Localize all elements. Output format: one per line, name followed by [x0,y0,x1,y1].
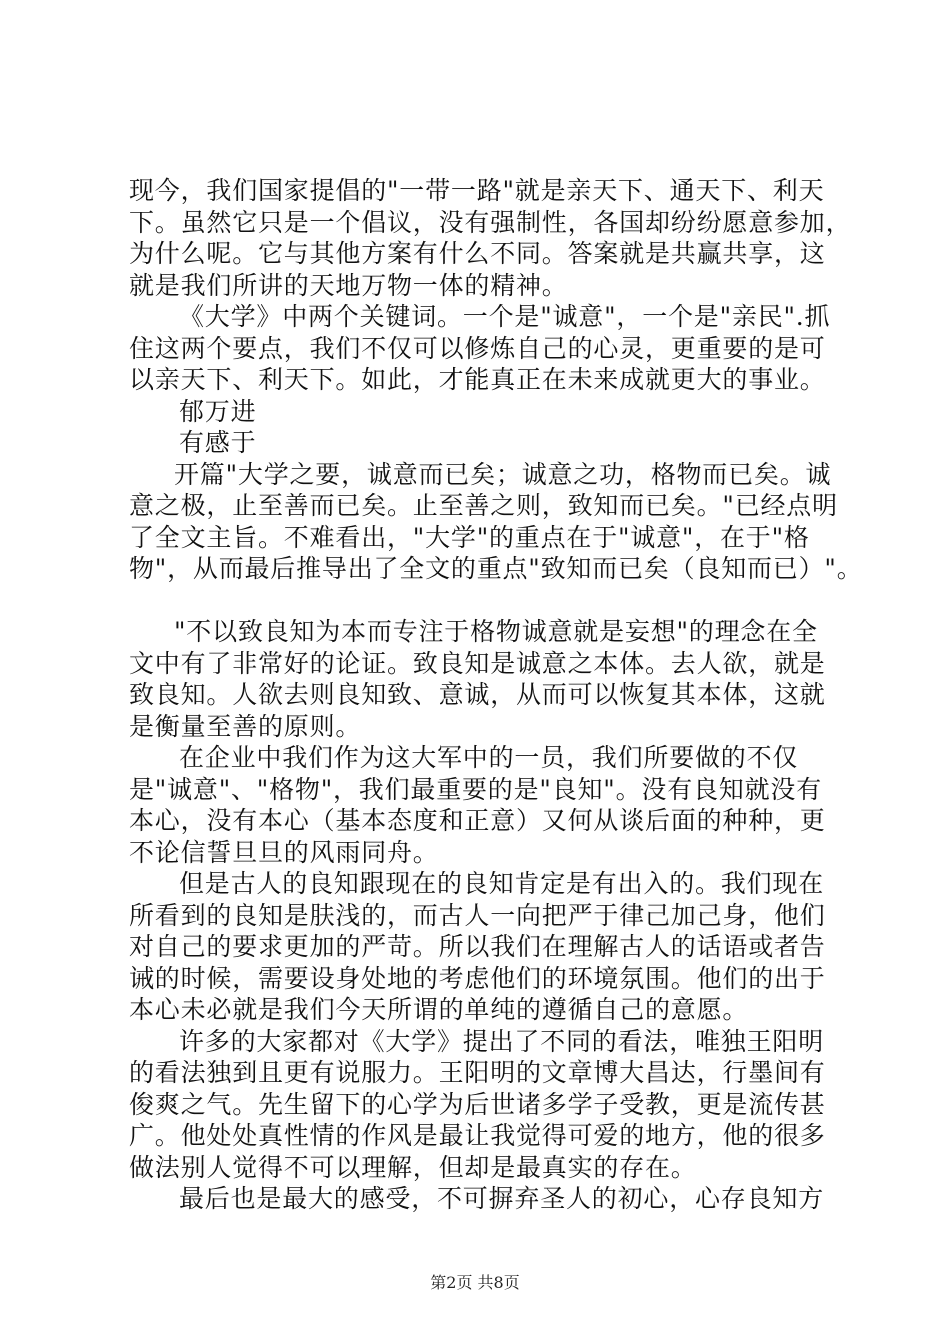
text-line: 许多的大家都对《大学》提出了不同的看法，唯独王阳明 [179,1026,825,1056]
text-line: 本心，没有本心（基本态度和正意）又何从谈后面的种种，更 [129,806,826,835]
text-line: 以亲天下、利天下。如此，才能真正在未来成就更大的事业。 [129,365,826,394]
text-line: 广。他处处真性情的作风是最让我觉得可爱的地方，他的很多 [129,1121,826,1150]
text-line: 但是古人的良知跟现在的良知肯定是有出入的。我们现在 [179,869,825,898]
text-line: 不论信誓旦旦的风雨同舟。 [129,837,439,867]
text-line: 的看法独到且更有说服力。王阳明的文章博大昌达，行墨间有 [129,1058,826,1087]
text-line: 下。虽然它只是一个倡议，没有强制性，各国却纷纷愿意参加， [129,207,852,237]
text-line: 住这两个要点，我们不仅可以修炼自己的心灵，更重要的是可 [129,333,826,363]
text-line: "不以致良知为本而专注于格物诚意就是妄想"的理念在全 [174,617,818,646]
text-line: 最后也是最大的感受，不可摒弃圣人的初心，心存良知方 [179,1184,825,1213]
text-line: 做法别人觉得不可以理解，但却是最真实的存在。 [129,1152,697,1182]
paragraph-gap [129,585,829,617]
text-line: 为什么呢。它与其他方案有什么不同。答案就是共赢共享，这 [129,239,826,268]
section-title: 有感于 [179,428,257,457]
text-line: 是衡量至善的原则。 [129,711,362,741]
text-line: 现今，我们国家提倡的"一带一路"就是亲天下、通天下、利天 [129,176,825,205]
text-line: 文中有了非常好的论证。致良知是诚意之本体。去人欲，就是 [129,648,826,678]
text-line: 了全文主旨。不难看出，"大学"的重点在于"诚意"，在于"格 [129,522,810,552]
text-line: 致良知。人欲去则良知致、意诚，从而可以恢复其本体，这就 [129,680,826,709]
page-number-footer: 第2页 共8页 [430,1273,520,1292]
text-line: 在企业中我们作为这大军中的一员，我们所要做的不仅 [179,743,799,772]
text-line: 《大学》中两个关键词。一个是"诚意"，一个是"亲民".抓 [179,302,831,331]
text-line: 是"诚意"、"格物"，我们最重要的是"良知"。没有良知就没有 [129,774,822,804]
text-line: 诫的时候，需要设身处地的考虑他们的环境氛围。他们的出于 [129,963,826,993]
author-name: 郁万进 [179,396,257,426]
text-line: 就是我们所讲的天地万物一体的精神。 [129,270,568,300]
document-body [129,175,863,1215]
text-line: 物"，从而最后推导出了全文的重点"致知而已矣（良知而已）"。 [129,554,863,583]
text-line: 本心未必就是我们今天所谓的单纯的遵循自己的意愿。 [129,995,749,1024]
text-line: 意之极，止至善而已矣。止至善之则，致知而已矣。"已经点明 [129,491,838,520]
text-line: 俊爽之气。先生留下的心学为后世诸多学子受教，更是流传甚 [129,1089,826,1119]
text-line: 所看到的良知是肤浅的，而古人一向把严于律己加己身，他们 [129,900,826,930]
text-line: 开篇"大学之要，诚意而已矣；诚意之功，格物而已矣。诚 [174,459,832,489]
text-line: 对自己的要求更加的严苛。所以我们在理解古人的话语或者告 [129,932,826,961]
